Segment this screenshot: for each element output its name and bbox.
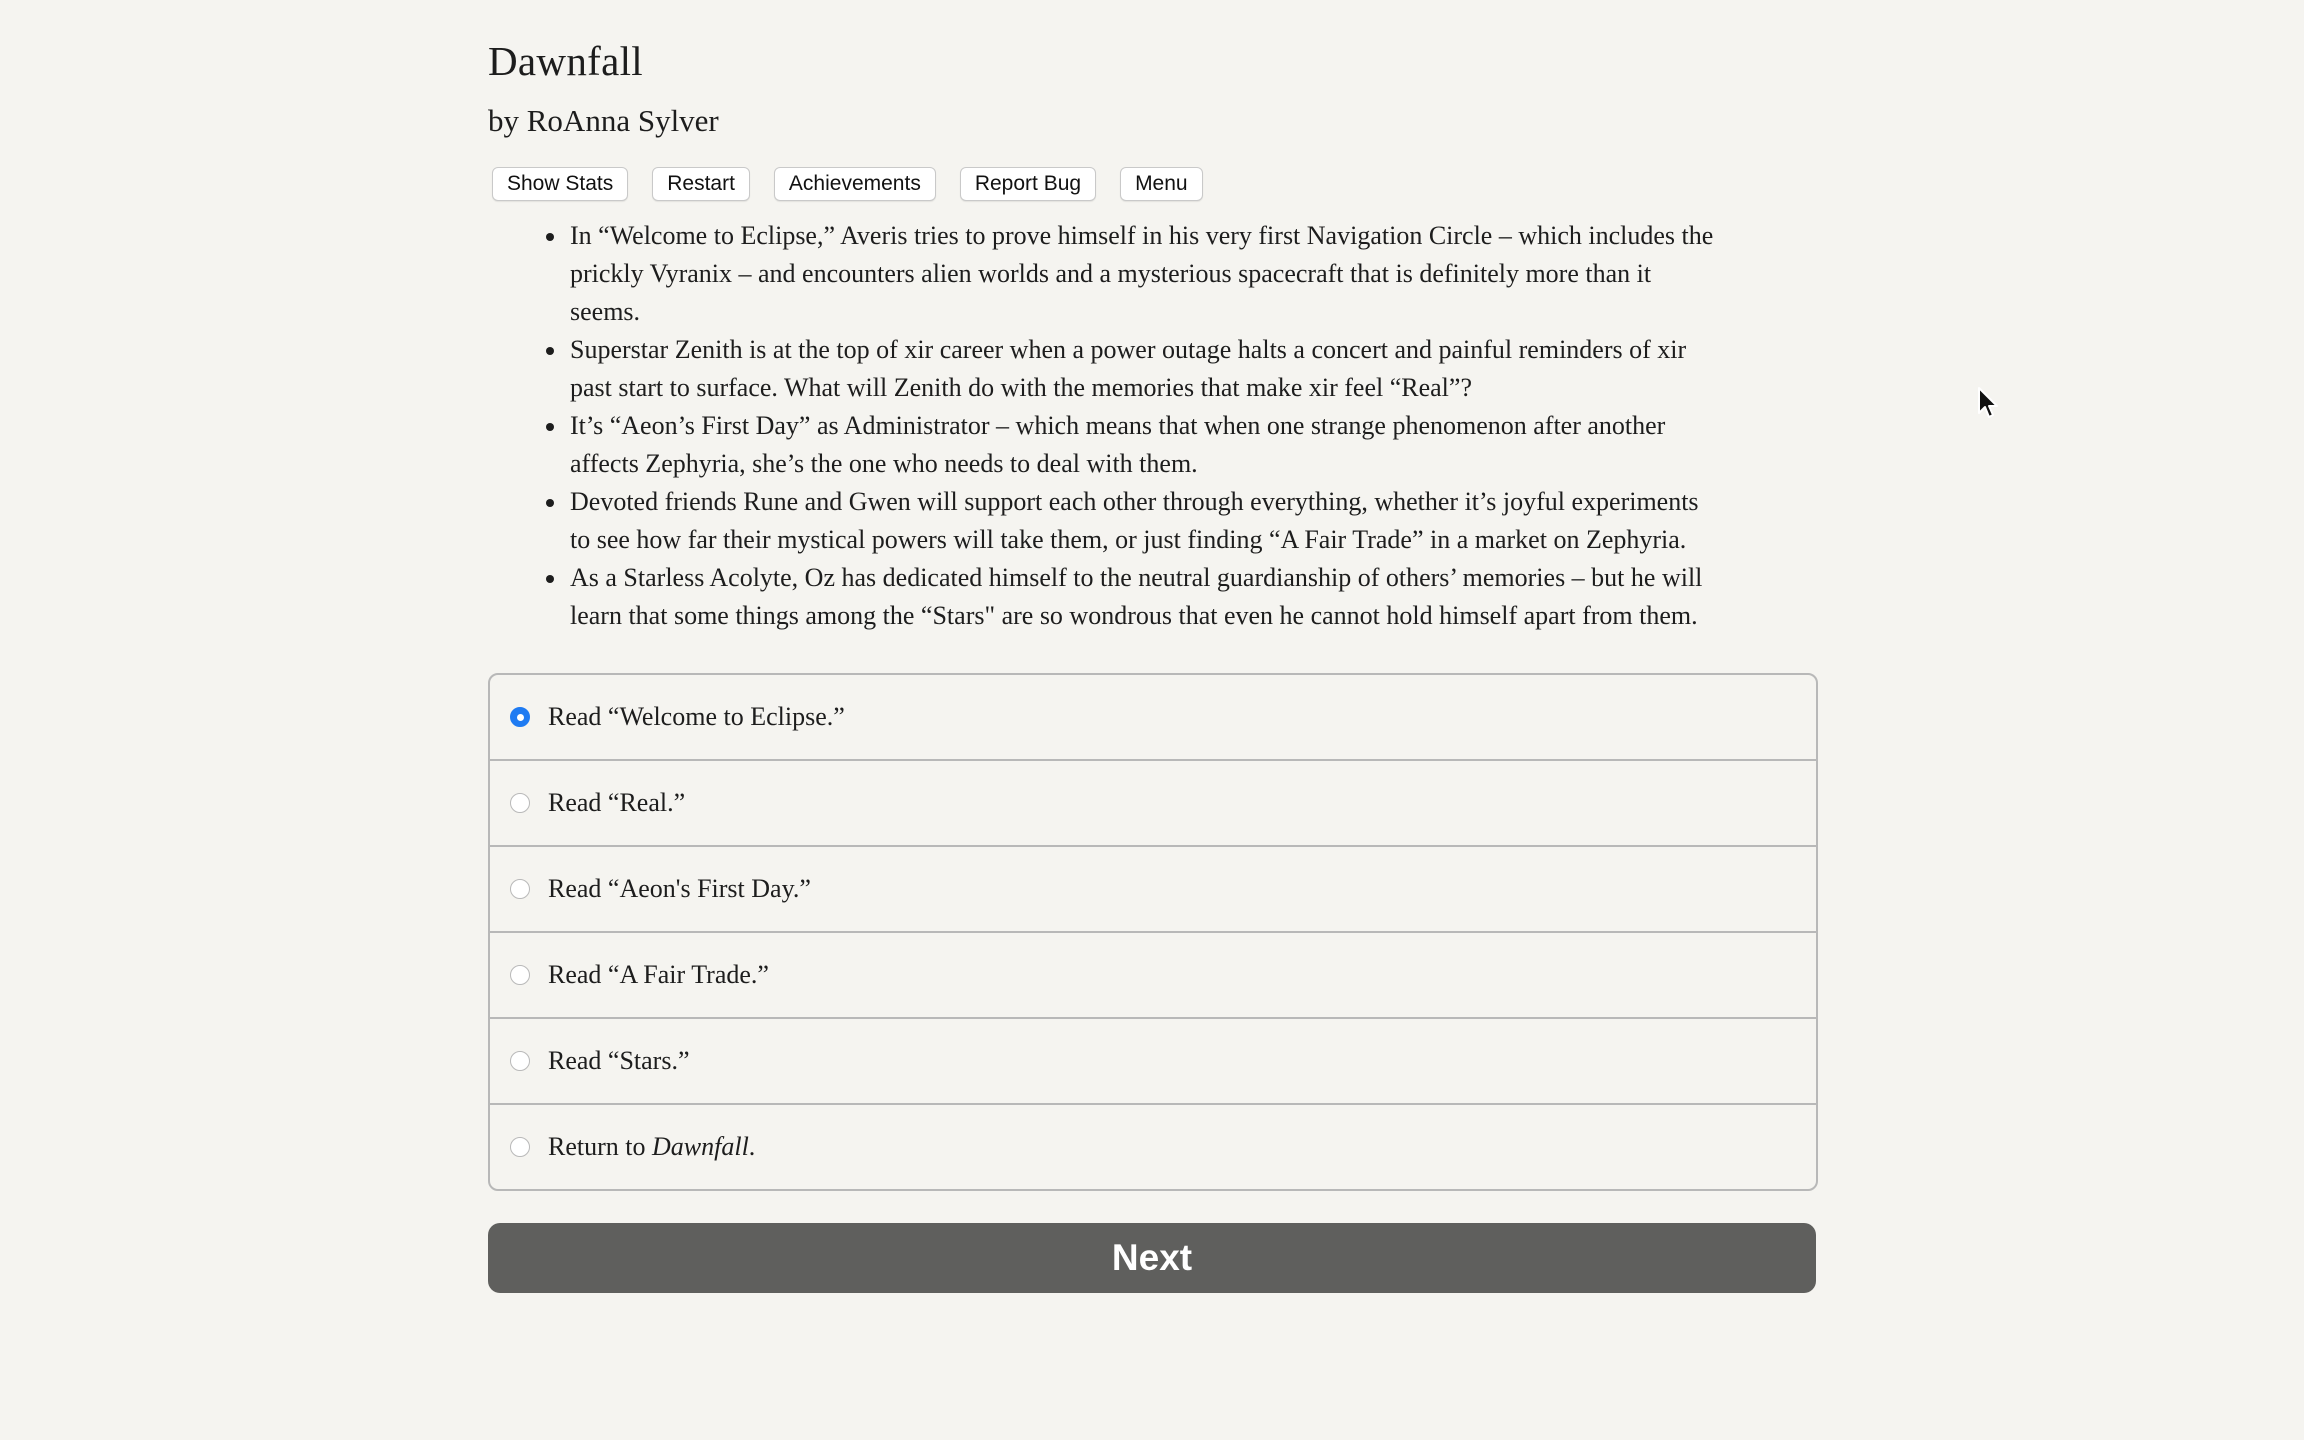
blurb-item: • Superstar Zenith is at the top of xir career when a power outage halts a concert and painful reminders of xir past start to surface. What will Zenith do with the memories that make xir feel “Real”? xyxy=(568,331,1720,407)
report-bug-button[interactable]: Report Bug xyxy=(960,167,1096,201)
story-blurb-list xyxy=(488,217,1728,635)
choice-a-fair-trade[interactable] xyxy=(490,931,1816,1017)
choice-label: Read “A Fair Trade.” xyxy=(548,960,769,989)
choice-aeons-first-day[interactable] xyxy=(490,845,1816,931)
blurb-item: • It’s “Aeon’s First Day” as Administrator – which means that when one strange phenomenon after another affects Zephyria, she’s the one who needs to deal with them. xyxy=(568,407,1720,483)
choice-label: Read “Real.” xyxy=(548,788,686,817)
mouse-pointer-icon xyxy=(1977,386,2001,422)
radio-selected-icon[interactable] xyxy=(510,707,530,727)
show-stats-button[interactable]: Show Stats xyxy=(492,167,628,201)
choice-label-italic: Dawnfall xyxy=(652,1132,749,1161)
choice-label: Read “Aeon's First Day.” xyxy=(548,874,811,903)
restart-button[interactable]: Restart xyxy=(652,167,750,201)
blurb-item: • As a Starless Acolyte, Oz has dedicated himself to the neutral guardianship of others’ memories – but he will learn that some things among the “Stars" are so wondrous that even he cannot hold himself apart from them. xyxy=(568,559,1720,635)
game-author: by RoAnna Sylver xyxy=(488,103,719,138)
choice-label xyxy=(548,1132,755,1162)
blurb-item: • Devoted friends Rune and Gwen will support each other through everything, whether it’s joyful experiments to see how far their mystical powers will take them, or just finding “A Fair Trade” in a market on Zephyria. xyxy=(568,483,1720,559)
choice-label: Read “Welcome to Eclipse.” xyxy=(548,702,845,731)
choice-list xyxy=(488,673,1818,1191)
achievements-button[interactable]: Achievements xyxy=(774,167,936,201)
choice-label: Read “Stars.” xyxy=(548,1046,690,1075)
radio-unselected-icon[interactable] xyxy=(510,965,530,985)
radio-unselected-icon[interactable] xyxy=(510,879,530,899)
blurb-item: • In “Welcome to Eclipse,” Averis tries to prove himself in his very first Navigation Circle – which includes the prickly Vyranix – and encounters alien worlds and a mysterious spacecraft that is definitely more than it seems. xyxy=(568,217,1720,331)
menu-button[interactable]: Menu xyxy=(1120,167,1203,201)
choice-stars[interactable] xyxy=(490,1017,1816,1103)
game-page xyxy=(488,0,1816,1293)
choice-welcome-to-eclipse[interactable] xyxy=(490,675,1816,759)
toolbar xyxy=(488,167,1816,201)
choice-return-to-dawnfall[interactable] xyxy=(490,1103,1816,1189)
radio-unselected-icon[interactable] xyxy=(510,793,530,813)
choice-real[interactable] xyxy=(490,759,1816,845)
next-button[interactable]: Next xyxy=(488,1223,1816,1293)
game-title: Dawnfall xyxy=(488,38,643,84)
radio-unselected-icon[interactable] xyxy=(510,1051,530,1071)
choice-label-prefix: Return to xyxy=(548,1132,652,1161)
choice-label-suffix: . xyxy=(748,1132,756,1161)
radio-unselected-icon[interactable] xyxy=(510,1137,530,1157)
